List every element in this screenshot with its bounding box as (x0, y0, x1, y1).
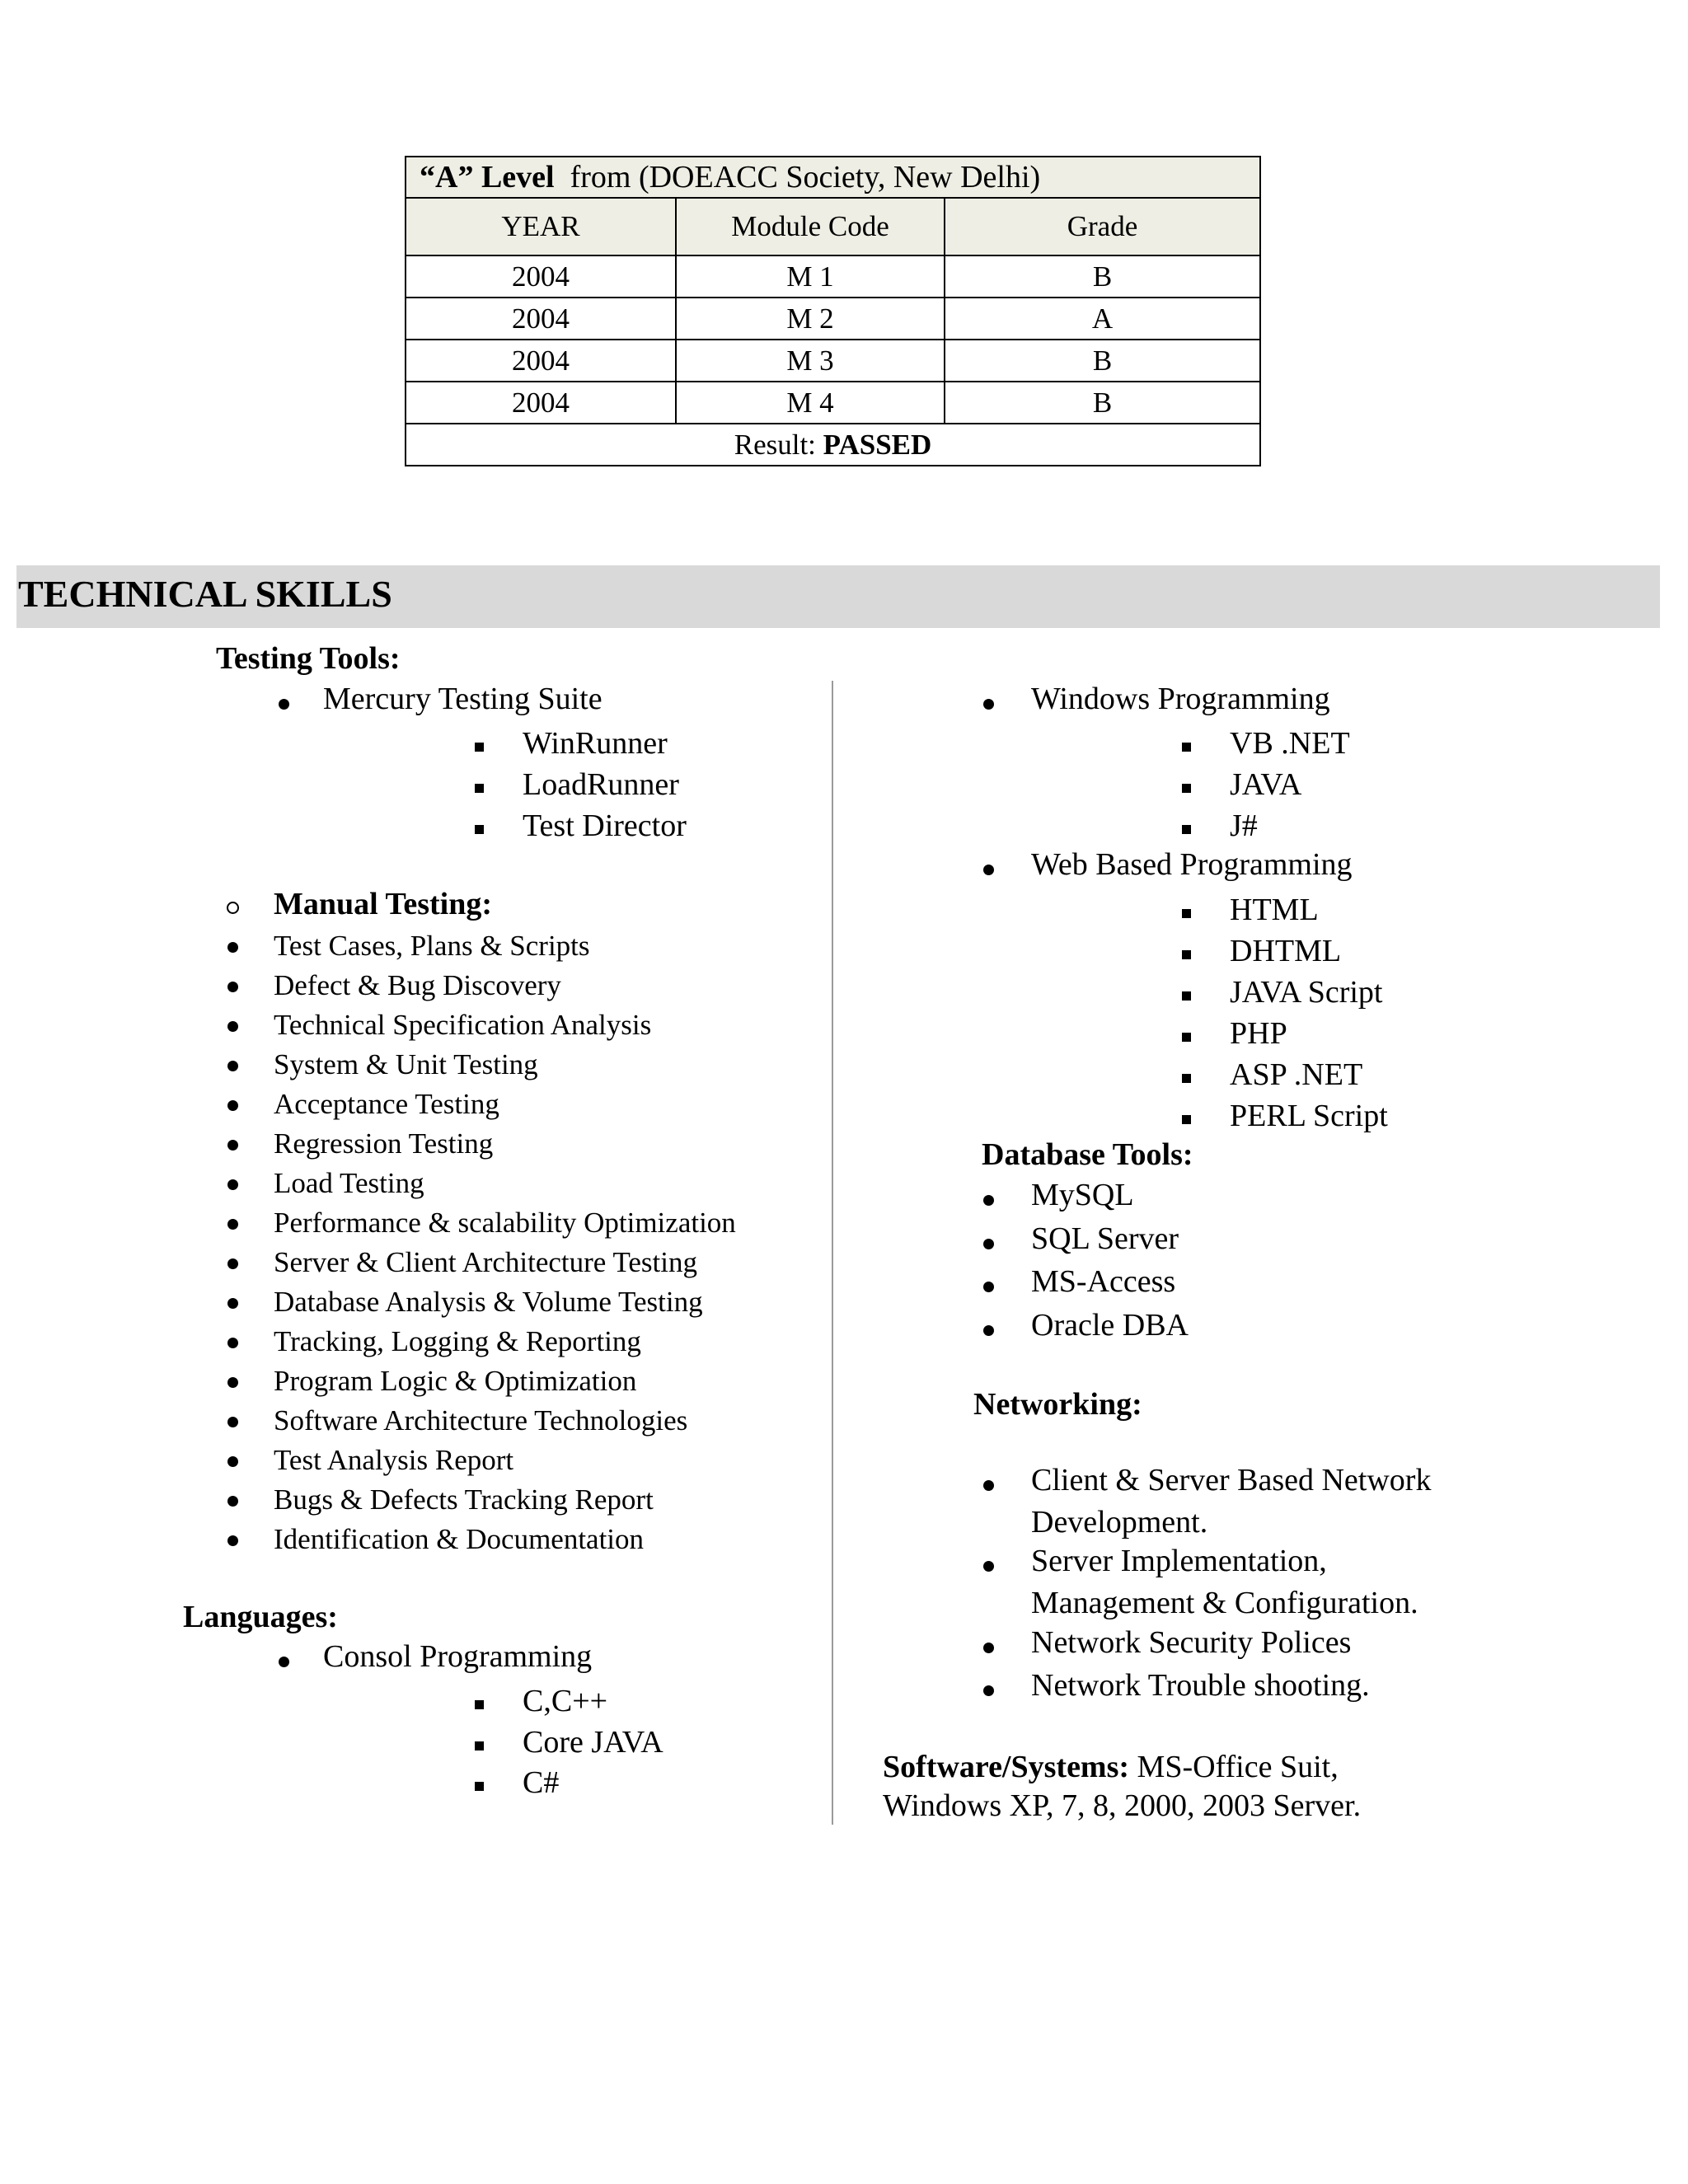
bullet-icon (227, 1377, 238, 1388)
result-value: PASSED (823, 428, 932, 461)
column-header-grade: Grade (945, 198, 1260, 255)
software-systems-label: Software/Systems: (883, 1750, 1130, 1784)
list-item: Database Analysis & Volume Testing (274, 1286, 703, 1318)
bullet-icon (983, 865, 994, 875)
list-item: Server Implementation, (1031, 1544, 1327, 1578)
square-bullet-icon (1182, 1115, 1191, 1124)
list-item-continued: Management & Configuration. (1031, 1586, 1418, 1620)
cell-year: 2004 (406, 340, 676, 382)
bullet-icon (227, 1456, 238, 1467)
bullet-icon (227, 1298, 238, 1309)
list-item: MySQL (1031, 1178, 1134, 1212)
bullet-icon (227, 1535, 238, 1546)
column-divider (832, 681, 833, 1825)
list-item: System & Unit Testing (274, 1048, 538, 1080)
square-bullet-icon (1182, 743, 1191, 752)
list-item: ASP .NET (1230, 1057, 1363, 1092)
software-systems-line-2: Windows XP, 7, 8, 2000, 2003 Server. (883, 1788, 1362, 1823)
list-item: Bugs & Defects Tracking Report (274, 1483, 654, 1516)
list-item: Oracle DBA (1031, 1308, 1189, 1343)
list-item: Defect & Bug Discovery (274, 969, 561, 1001)
list-item: Test Director (523, 808, 687, 843)
bullet-icon (227, 942, 238, 953)
cell-year: 2004 (406, 298, 676, 340)
list-item-continued: Development. (1031, 1505, 1208, 1540)
square-bullet-icon (1182, 1074, 1191, 1083)
square-bullet-icon (1182, 1033, 1191, 1042)
list-item: MS-Access (1031, 1264, 1176, 1299)
list-item: Network Trouble shooting. (1031, 1668, 1370, 1703)
square-bullet-icon (475, 825, 484, 834)
list-item: Software Architecture Technologies (274, 1404, 688, 1436)
list-item: J# (1230, 808, 1258, 843)
cell-grade: A (945, 298, 1260, 340)
cell-module-code: M 1 (676, 255, 945, 298)
bullet-icon (227, 1179, 238, 1190)
bullet-icon (279, 1657, 289, 1667)
list-item: Tracking, Logging & Reporting (274, 1325, 641, 1357)
square-bullet-icon (1182, 950, 1191, 959)
cell-grade: B (945, 255, 1260, 298)
list-item: PERL Script (1230, 1099, 1388, 1133)
square-bullet-icon (475, 1700, 484, 1709)
list-item: Core JAVA (523, 1725, 663, 1760)
result-cell (406, 424, 1260, 466)
square-bullet-icon (1182, 909, 1191, 918)
languages-heading: Languages: (183, 1600, 338, 1634)
qualification-title-bold: “A” Level (420, 160, 555, 194)
list-item: WinRunner (523, 726, 668, 761)
bullet-icon (227, 1140, 238, 1151)
cell-grade: B (945, 382, 1260, 424)
section-header-bar (16, 565, 1660, 628)
cell-grade: B (945, 340, 1260, 382)
software-systems-value: MS-Office Suit, (1129, 1750, 1339, 1784)
bullet-icon (227, 982, 238, 992)
list-item: JAVA Script (1230, 975, 1383, 1010)
list-item: Load Testing (274, 1167, 424, 1199)
list-item: Test Cases, Plans & Scripts (274, 930, 590, 962)
square-bullet-icon (1182, 784, 1191, 793)
table-row (406, 382, 1260, 424)
list-item: LoadRunner (523, 767, 679, 802)
bullet-icon (983, 1239, 994, 1249)
list-item: HTML (1230, 893, 1319, 927)
testing-tools-heading: Testing Tools: (216, 641, 401, 676)
list-item: Identification & Documentation (274, 1523, 645, 1555)
square-bullet-icon (475, 1741, 484, 1750)
bullet-icon (227, 1061, 238, 1071)
list-item: Program Logic & Optimization (274, 1365, 637, 1397)
square-bullet-icon (475, 1782, 484, 1791)
list-item: C# (523, 1765, 560, 1800)
table-row (406, 340, 1260, 382)
manual-testing-heading: Manual Testing: (274, 887, 493, 921)
cell-module-code: M 4 (676, 382, 945, 424)
bullet-icon (983, 1480, 994, 1491)
list-item: JAVA (1230, 767, 1302, 802)
cell-module-code: M 3 (676, 340, 945, 382)
bullet-icon (279, 699, 289, 710)
bullet-icon (983, 1325, 994, 1336)
square-bullet-icon (475, 743, 484, 752)
column-header-year: YEAR (406, 198, 676, 255)
bullet-icon (227, 1021, 238, 1032)
bullet-icon (227, 1100, 238, 1111)
section-title: TECHNICAL SKILLS (18, 573, 392, 615)
square-bullet-icon (475, 784, 484, 793)
database-tools-heading: Database Tools: (982, 1137, 1193, 1172)
cell-year: 2004 (406, 255, 676, 298)
result-label: Result: (734, 428, 816, 461)
bullet-icon (983, 1561, 994, 1572)
list-item: Client & Server Based Network (1031, 1463, 1432, 1497)
bullet-icon (227, 1338, 238, 1348)
bullet-icon (983, 699, 994, 710)
bullet-icon (227, 1496, 238, 1507)
list-item: Web Based Programming (1031, 847, 1353, 882)
list-item: Mercury Testing Suite (323, 682, 603, 716)
list-item: PHP (1230, 1016, 1287, 1051)
table-row (406, 298, 1260, 340)
list-item: Acceptance Testing (274, 1088, 499, 1120)
bullet-icon (983, 1685, 994, 1696)
list-item: Test Analysis Report (274, 1444, 514, 1476)
bullet-icon (983, 1643, 994, 1653)
square-bullet-icon (1182, 991, 1191, 1001)
column-header-module-code: Module Code (676, 198, 945, 255)
qualification-title-rest: from (DOEACC Society, New Delhi) (570, 160, 1041, 194)
list-item: Consol Programming (323, 1639, 593, 1674)
bullet-icon (983, 1282, 994, 1292)
bullet-icon (227, 1219, 238, 1230)
list-item: DHTML (1230, 934, 1342, 968)
list-item: Performance & scalability Optimization (274, 1207, 736, 1239)
bullet-icon (227, 1417, 238, 1427)
list-item: Network Security Polices (1031, 1625, 1352, 1660)
bullet-icon (227, 1258, 238, 1269)
list-item: Regression Testing (274, 1127, 494, 1160)
list-item: Windows Programming (1031, 682, 1330, 716)
table-row (406, 255, 1260, 298)
networking-heading: Networking: (973, 1387, 1142, 1422)
list-item: SQL Server (1031, 1221, 1179, 1256)
list-item: Technical Specification Analysis (274, 1009, 652, 1041)
cell-module-code: M 2 (676, 298, 945, 340)
bullet-icon (983, 1195, 994, 1206)
circle-bullet-icon (227, 902, 239, 914)
qualification-title (406, 157, 1260, 198)
software-systems-line (883, 1749, 1339, 1785)
square-bullet-icon (1182, 825, 1191, 834)
qualification-table (405, 156, 1261, 466)
list-item: C,C++ (523, 1684, 608, 1718)
cell-year: 2004 (406, 382, 676, 424)
table-header-row (406, 198, 1260, 255)
list-item: VB .NET (1230, 726, 1350, 761)
list-item: Server & Client Architecture Testing (274, 1246, 697, 1278)
